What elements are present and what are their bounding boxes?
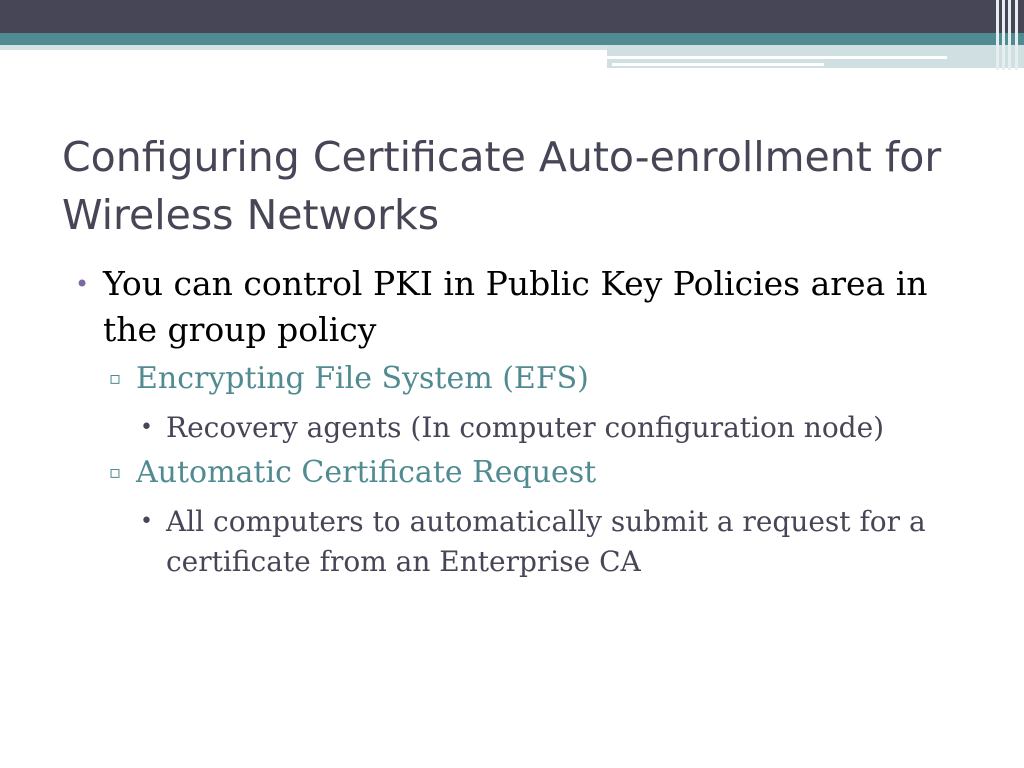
bullet-dot-icon: • bbox=[140, 415, 153, 440]
bullet-text: Automatic Certificate Request bbox=[136, 455, 597, 490]
bullet-level-3 bbox=[140, 502, 956, 582]
header-dark-band bbox=[0, 0, 1024, 33]
bullet-dot-icon: • bbox=[140, 509, 153, 534]
bullet-text: You can control PKI in Public Key Policies area in the group policy bbox=[103, 264, 928, 349]
bullet-dot-icon: • bbox=[75, 270, 90, 298]
bullet-level-2 bbox=[109, 358, 589, 400]
bullet-text: Recovery agents (In computer configuration node) bbox=[166, 411, 885, 444]
bullet-level-1 bbox=[75, 261, 963, 353]
bullet-square-icon: ▫ bbox=[109, 462, 122, 483]
bullet-level-3 bbox=[140, 408, 956, 448]
header-teal-band bbox=[0, 33, 1024, 45]
slide-title: Configuring Certificate Auto-enrollment for Wireless Networks bbox=[62, 133, 942, 239]
bullet-square-icon: ▫ bbox=[109, 368, 122, 389]
bullet-level-2 bbox=[109, 452, 597, 494]
bullet-text: Encrypting File System (EFS) bbox=[136, 361, 589, 396]
header-accent-line bbox=[607, 56, 947, 59]
header-vertical-lines bbox=[994, 0, 1024, 70]
bullet-text: All computers to automatically submit a request for a certificate from an Enterprise CA bbox=[166, 505, 926, 578]
header-accent-line bbox=[612, 63, 824, 66]
